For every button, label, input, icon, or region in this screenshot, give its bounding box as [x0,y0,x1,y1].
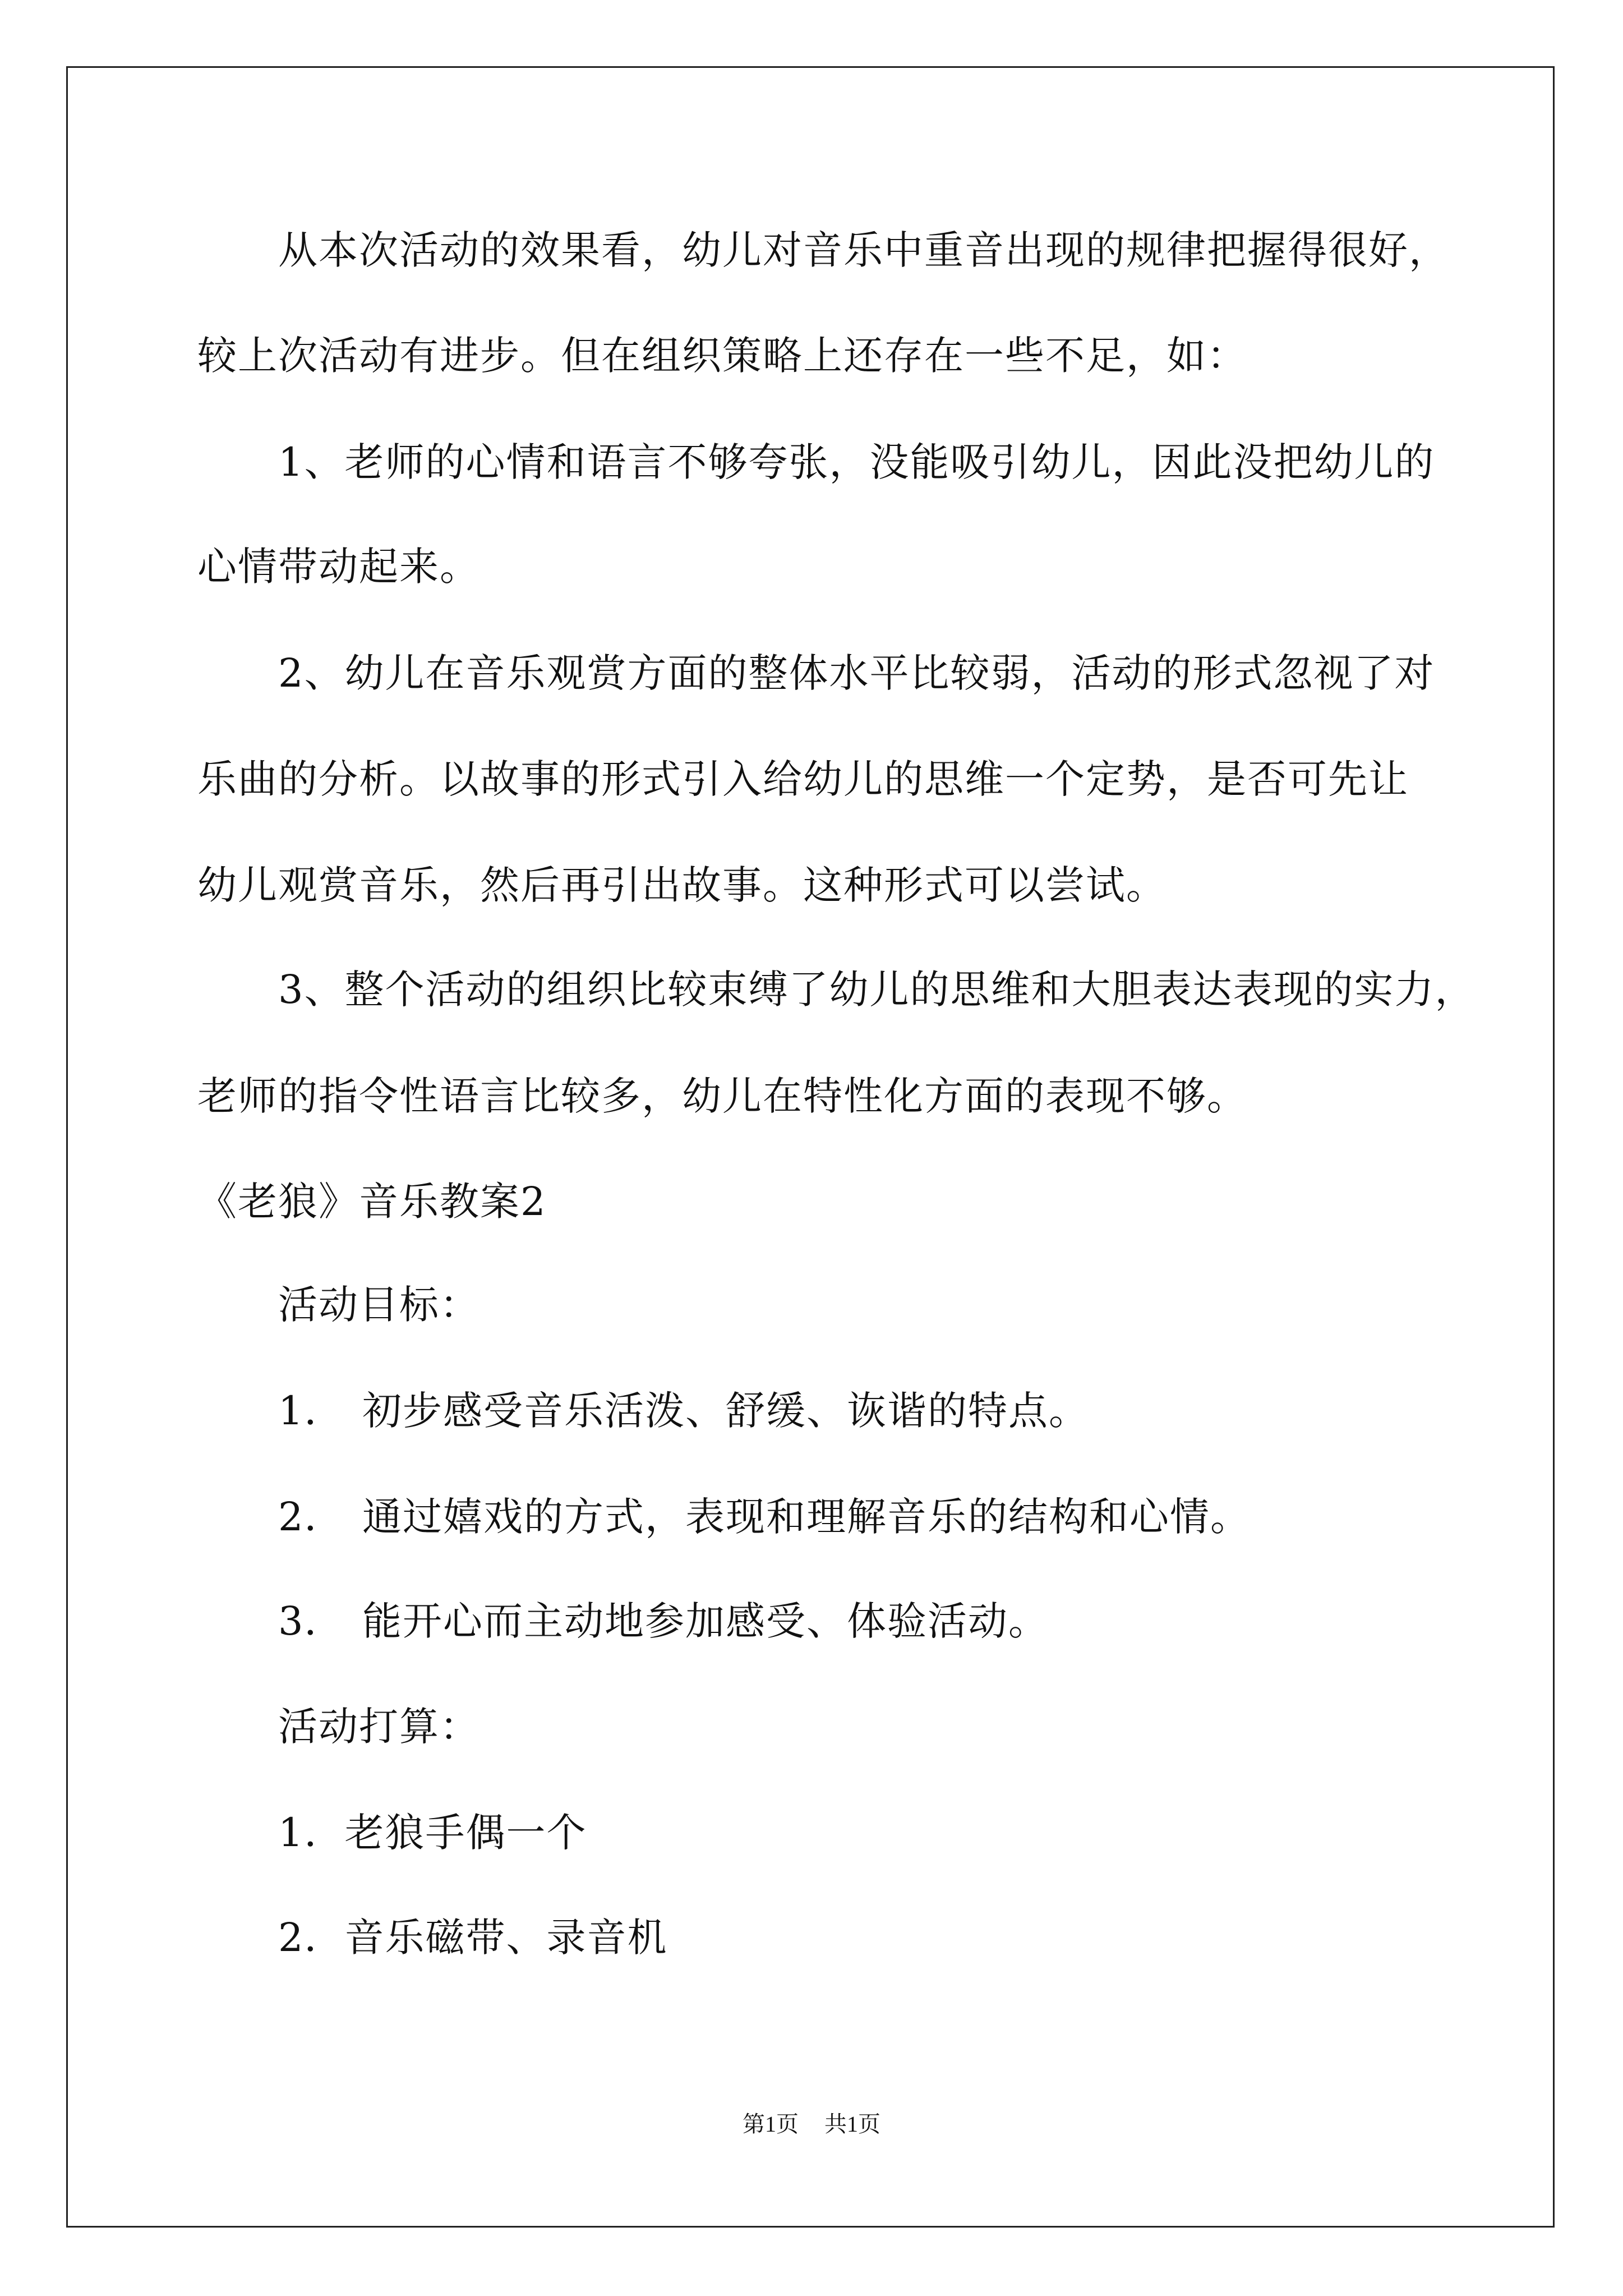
goal-item [278,1384,1089,1438]
paragraph-line: 1、老师的心情和语言不够夸张，没能吸引幼儿，因此没把幼儿的 [278,439,1435,485]
page-total: 共1页 [824,2111,880,2137]
paragraph-line: 3、整个活动的组织比较束缚了幼儿的思维和大胆表达表现的实力， [278,967,1476,1013]
page-border [66,66,1555,2228]
goal-number: 3． [278,1598,345,1644]
paragraph-line: 幼儿观赏音乐，然后再引出故事。这种形式可以尝试。 [197,862,1166,908]
prep-item: 2．音乐磁带、录音机 [278,1915,668,1961]
goal-text: 初步感受音乐活泼、舒缓、诙谐的特点。 [362,1388,1089,1434]
goals-heading: 活动目标： [278,1282,480,1328]
paragraph-line: 老师的指令性语言比较多，幼儿在特性化方面的表现不够。 [197,1073,1247,1119]
page-number: 第1页 [743,2111,799,2137]
section-title: 《老狼》音乐教案2 [197,1179,547,1225]
paragraph-line: 较上次活动有进步。但在组织策略上还存在一些不足，如： [197,333,1247,379]
goal-item [278,1490,1251,1544]
goal-number: 1． [278,1388,345,1434]
prep-item: 1．老狼手偶一个 [278,1810,587,1856]
paragraph-line: 从本次活动的效果看，幼儿对音乐中重音出现的规律把握得很好， [278,227,1449,273]
paragraph-line: 乐曲的分析。以故事的形式引入给幼儿的思维一个定势，是否可先让 [197,756,1409,802]
page-footer [0,2110,1623,2138]
paragraph-line: 心情带动起来。 [197,544,480,590]
goal-text: 能开心而主动地参加感受、体验活动。 [362,1598,1049,1644]
paragraph-line: 2、幼儿在音乐观赏方面的整体水平比较弱，活动的形式忽视了对 [278,650,1435,696]
goal-item [278,1594,1049,1648]
goal-text: 通过嬉戏的方式，表现和理解音乐的结构和心情。 [362,1494,1251,1540]
prep-heading: 活动打算： [278,1704,480,1750]
goal-number: 2． [278,1494,345,1540]
